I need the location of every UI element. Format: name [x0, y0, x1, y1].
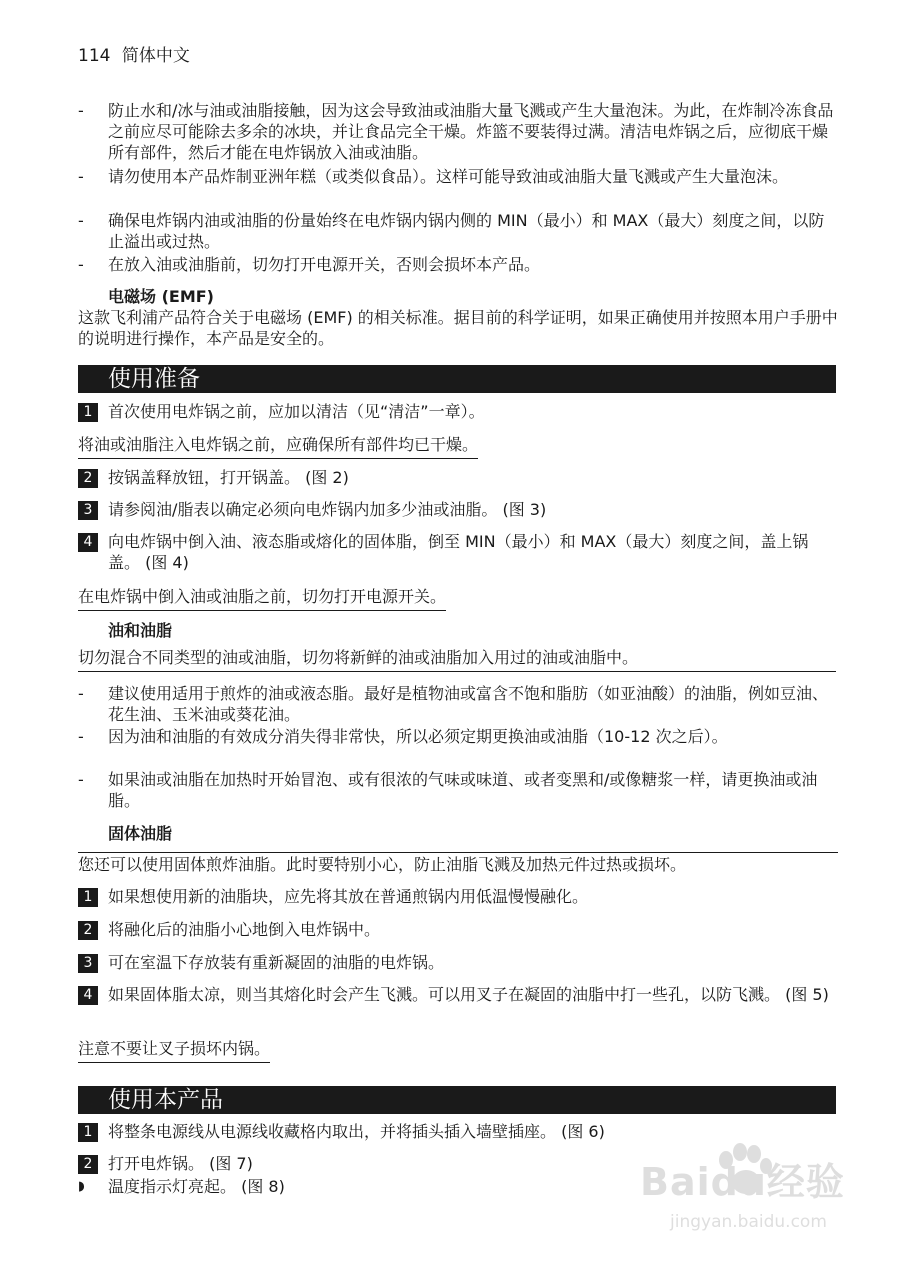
warning-item: - 防止水和/冰与油或油脂接触，因为这会导致油或油脂大量飞溅或产生大量泡沫。为此，在炸制冷冻食品之前应尽可能除去多余的冰块，并让食品完全干燥。炸篮不要装得过满。清洁电炸锅之后，应彻底干燥所有部件，然后才能在电炸锅放入油或油脂。: [78, 101, 834, 162]
prepare-step-1: 1 首次使用电炸锅之前，应加以清洁（见“清洁”一章）。: [78, 401, 838, 422]
solid-step-1: 1 如果想使用新的油脂块，应先将其放在普通煎锅内用低温慢慢融化。: [78, 886, 838, 907]
note-power-off: 在电炸锅中倒入油或油脂之前，切勿打开电源开关。: [78, 586, 446, 611]
section-title-prepare: 使用准备: [78, 365, 836, 393]
warning-item: - 请勿使用本产品炸制亚洲年糕（或类似食品）。这样可能导致油或油脂大量飞溅或产生大量泡沫。: [78, 167, 789, 186]
prepare-step-2: 2 按锅盖释放钮，打开锅盖。 (图 2): [78, 467, 838, 488]
warning-item: - 在放入油或油脂前，切勿打开电源开关，否则会损坏本产品。: [78, 255, 541, 274]
baidu-watermark: Baidu经验 jingyan.baidu.com: [640, 1142, 880, 1267]
use-step-2: 2 打开电炸锅。 (图 7): [78, 1153, 838, 1174]
page-header: [78, 46, 190, 67]
note-dry-parts: 将油或油脂注入电炸锅之前，应确保所有部件均已干燥。: [78, 434, 478, 459]
section-title-use: 使用本产品: [78, 1086, 836, 1114]
prepare-step-3: 3 请参阅油/脂表以确定必须向电炸锅内加多少油或油脂。 (图 3): [78, 499, 838, 520]
solid-step-4: 4 如果固体脂太凉，则当其熔化时会产生飞溅。可以用叉子在凝固的油脂中打一些孔，以防飞溅。 (图 5): [78, 984, 838, 1005]
note-fork: 注意不要让叉子损坏内锅。: [78, 1038, 270, 1063]
solid-fat-heading: 固体油脂: [108, 824, 173, 843]
solid-step-3: 3 可在室温下存放装有重新凝固的油脂的电炸锅。: [78, 952, 838, 973]
oil-bullet: - 因为油和油脂的有效成分消失得非常快，所以必须定期更换油或油脂（10-12 次之后）。: [78, 727, 728, 746]
solid-step-2: 2 将融化后的油脂小心地倒入电炸锅中。: [78, 919, 838, 940]
oil-heading: 油和油脂: [108, 621, 173, 640]
oil-bullet: - 建议使用适用于煎炸的油或液态脂。最好是植物油或富含不饱和脂肪（如亚油酸）的油脂，例如豆油、花生油、玉米油或葵花油。: [78, 684, 829, 724]
use-result: ◗ 温度指示灯亮起。 (图 8): [78, 1177, 285, 1196]
page-number: 114: [78, 46, 111, 66]
page-language: 简体中文: [121, 46, 190, 66]
warning-item: - 确保电炸锅内油或油脂的份量始终在电炸锅内锅内侧的 MIN（最小）和 MAX（最大）刻度之间，以防止溢出或过热。: [78, 211, 825, 251]
use-step-1: 1 将整条电源线从电源线收藏格内取出，并将插头插入墙壁插座。 (图 6): [78, 1121, 838, 1142]
oil-bullet: - 如果油或油脂在加热时开始冒泡、或有很浓的气味或味道、或者变黑和/或像糖浆一样，请更换油或油脂。: [78, 770, 818, 810]
solid-fat-intro: 您还可以使用固体煎炸油脂。此时要特别小心，防止油脂飞溅及加热元件过热或损坏。: [78, 852, 838, 875]
emf-heading: 电磁场 (EMF): [108, 287, 214, 306]
note-no-mixing: 切勿混合不同类型的油或油脂，切勿将新鲜的油或油脂加入用过的油或油脂中。: [78, 647, 836, 672]
prepare-step-4: 4 向电炸锅中倒入油、液态脂或熔化的固体脂，倒至 MIN（最小）和 MAX（最大）刻度之间，盖上锅盖。 (图 4): [78, 531, 838, 573]
result-arrow-icon: ◗: [78, 1179, 85, 1194]
emf-text: 这款飞利浦产品符合关于电磁场 (EMF) 的相关标准。据目前的科学证明，如果正确使用并按照本用户手册中的说明进行操作，本产品是安全的。: [78, 308, 838, 348]
